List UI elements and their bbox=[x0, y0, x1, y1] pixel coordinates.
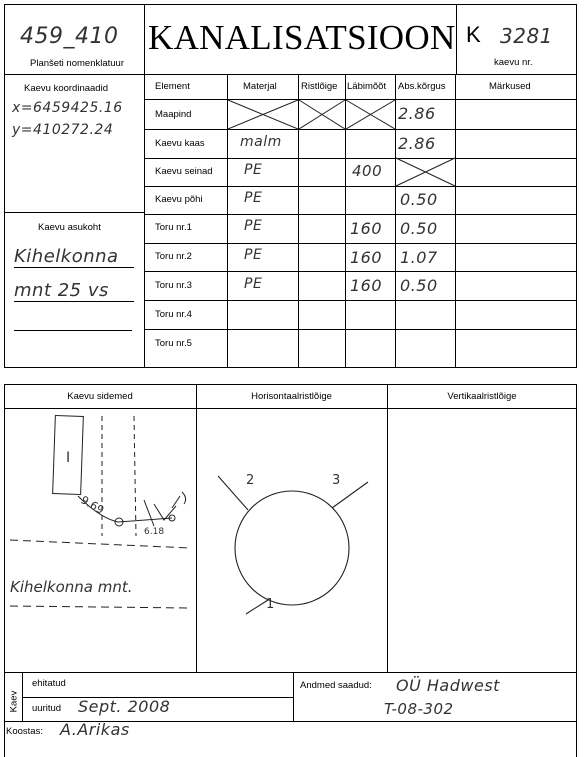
row-diameter: 400 bbox=[352, 162, 383, 180]
coords-y: y=410272.24 bbox=[12, 122, 114, 138]
row-element: Toru nr.1 bbox=[155, 222, 192, 233]
page-title: KANALISATSIOON bbox=[148, 18, 456, 57]
row-height: 0.50 bbox=[400, 190, 438, 209]
well-number: 3281 bbox=[500, 24, 553, 48]
nomenclature-label: Planšeti nomenklatuur bbox=[30, 58, 124, 69]
col-header-cross: Ristlõige bbox=[301, 81, 338, 92]
building-label: I bbox=[66, 450, 71, 466]
coords-label: Kaevu koordinaadid bbox=[24, 83, 108, 94]
row-diameter: 160 bbox=[350, 219, 383, 238]
section-connections: Kaevu sidemed bbox=[67, 391, 133, 402]
row-height: 0.50 bbox=[400, 276, 438, 295]
measured-label: uuritud bbox=[32, 703, 62, 714]
data-value-2: T-08-302 bbox=[384, 700, 454, 718]
row-element: Toru nr.4 bbox=[155, 309, 192, 320]
col-header-height: Abs.kõrgus bbox=[398, 81, 446, 92]
row-element: Toru nr.2 bbox=[155, 251, 192, 262]
coords-x: x=6459425.16 bbox=[12, 100, 123, 116]
author-value: A.Arikas bbox=[60, 720, 130, 739]
location-line1: Kihelkonna bbox=[14, 246, 134, 268]
pipe-1-label: 1 bbox=[266, 597, 275, 612]
location-label: Kaevu asukoht bbox=[38, 222, 101, 233]
section-horizontal: Horisontaalristlõige bbox=[251, 391, 332, 402]
well-label: kaevu nr. bbox=[494, 57, 533, 68]
nomenclature-value: 459_410 bbox=[20, 24, 119, 49]
dimension-2: 6.18 bbox=[144, 527, 165, 537]
row-material: malm bbox=[240, 134, 282, 150]
pipe-3-label: 3 bbox=[332, 473, 341, 488]
pipe-2-label: 2 bbox=[246, 473, 255, 488]
col-header-element: Element bbox=[155, 81, 190, 92]
row-material: PE bbox=[244, 190, 263, 206]
horizontal-section bbox=[196, 408, 387, 672]
side-label: Kaev bbox=[8, 690, 20, 713]
data-value-1: OÜ Hadwest bbox=[396, 676, 500, 695]
row-element: Maapind bbox=[155, 109, 192, 120]
row-diameter: 160 bbox=[350, 248, 383, 267]
row-element: Kaevu kaas bbox=[155, 138, 205, 149]
col-header-notes: Märkused bbox=[489, 81, 531, 92]
well-circle bbox=[235, 491, 349, 605]
author-label: Koostas: bbox=[6, 726, 43, 737]
row-material: PE bbox=[244, 247, 263, 263]
section-vertical: Vertikaalristlõige bbox=[447, 391, 517, 402]
built-label: ehitatud bbox=[32, 678, 66, 689]
cross-out-marks bbox=[0, 0, 587, 370]
col-header-diameter: Läbimõõt bbox=[347, 81, 387, 92]
row-diameter: 160 bbox=[350, 276, 383, 295]
row-height: 1.07 bbox=[400, 248, 438, 267]
row-material: PE bbox=[244, 218, 263, 234]
well-prefix: K bbox=[466, 22, 481, 47]
connection-sketch bbox=[4, 408, 196, 672]
row-material: PE bbox=[244, 162, 263, 178]
row-element: Kaevu seinad bbox=[155, 166, 213, 177]
row-element: Toru nr.5 bbox=[155, 338, 192, 349]
row-height: 0.50 bbox=[400, 219, 438, 238]
row-height: 2.86 bbox=[398, 134, 436, 153]
row-height: 2.86 bbox=[398, 104, 436, 123]
road-label: Kihelkonna mnt. bbox=[10, 578, 133, 596]
row-element: Toru nr.3 bbox=[155, 280, 192, 291]
location-line2: mnt 25 vs bbox=[14, 280, 134, 302]
row-element: Kaevu põhi bbox=[155, 194, 203, 205]
dimension-1: 9.69 bbox=[78, 493, 107, 517]
data-label: Andmed saadud: bbox=[300, 680, 372, 691]
row-material: PE bbox=[244, 276, 263, 292]
measured-value: Sept. 2008 bbox=[78, 697, 171, 716]
col-header-material: Materjal bbox=[243, 81, 277, 92]
